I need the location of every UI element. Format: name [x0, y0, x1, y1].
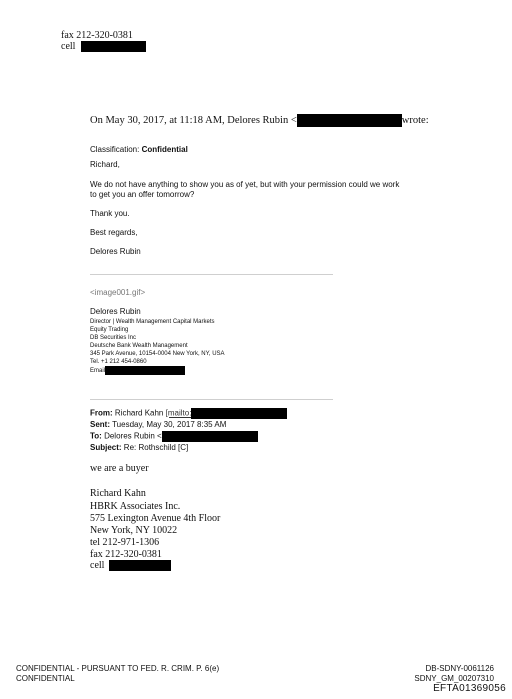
kahn-sig-cell-label: cell [90, 560, 105, 571]
redaction-block [297, 114, 402, 127]
divider [90, 399, 333, 400]
kahn-sig-address1: 575 Lexington Avenue 4th Floor [90, 513, 221, 524]
sig-email-label: Email [90, 368, 106, 375]
greeting: Richard, [90, 160, 120, 169]
subject-line [90, 443, 188, 452]
sig-title: Director | Wealth Management Capital Markets [90, 319, 215, 325]
from-line [90, 408, 287, 419]
body-line-1: We do not have anything to show you as of yet, but with your permission could we work [90, 180, 400, 189]
thanks-text: Thank you. [90, 209, 130, 218]
reply-header-prefix: On May 30, 2017, at 11:18 AM, Delores Rubin < [90, 114, 297, 126]
body-line-2: to get you an offer tomorrow? [90, 190, 195, 199]
sig-line3: DB Securities Inc [90, 335, 137, 341]
redaction-block [191, 408, 287, 419]
kahn-sig-name: Richard Kahn [90, 488, 146, 499]
kahn-sig-tel: tel 212-971-1306 [90, 537, 160, 548]
mailto-link[interactable]: [mailto: [165, 408, 192, 418]
to-value: Delores Rubin < [104, 431, 162, 441]
subject-value: Re: Rothschild [C] [123, 443, 189, 452]
kahn-sig-fax: fax 212-320-0381 [90, 549, 162, 560]
redaction-block [81, 41, 146, 52]
subject-label: Subject: [90, 443, 122, 452]
kahn-sig-address2: New York, NY 10022 [90, 525, 178, 536]
redaction-block [162, 431, 258, 442]
classification-value: Confidential [141, 145, 188, 154]
regards-text: Best regards, [90, 228, 138, 237]
sig-name: Delores Rubin [90, 307, 141, 316]
sig-email [90, 366, 185, 375]
footer-right-1: DB-SDNY-0061126 [425, 664, 494, 673]
redaction-block [109, 560, 171, 571]
redaction-block [105, 366, 185, 375]
footer-right-3: EFTA01369056 [433, 683, 506, 694]
to-label: To: [90, 431, 102, 441]
sent-label: Sent: [90, 420, 110, 429]
footer-right-2: SDNY_GM_00207310 [414, 674, 494, 683]
reply-header [90, 114, 429, 127]
kahn-sig-cell [90, 560, 171, 571]
sig-address: 345 Park Avenue, 10154-0004 New York, NY, USA [90, 351, 225, 357]
divider [90, 274, 333, 275]
sent-value: Tuesday, May 30, 2017 8:35 AM [112, 420, 227, 429]
top-cell-label: cell [61, 41, 76, 52]
image-placeholder: <image001.gif> [90, 288, 146, 297]
sent-line [90, 420, 226, 429]
to-line [90, 431, 258, 442]
kahn-sig-company: HBRK Associates Inc. [90, 501, 181, 512]
top-cell [61, 41, 146, 52]
from-label: From: [90, 408, 113, 418]
classification-label: Classification: [90, 145, 140, 154]
sig-tel: Tel. +1 212 454-0860 [90, 359, 147, 365]
classification [90, 145, 188, 154]
reply-header-suffix: wrote: [401, 114, 429, 126]
top-fax: fax 212-320-0381 [61, 30, 133, 41]
sig-line2: Equity Trading [90, 327, 129, 333]
sig-line4: Deutsche Bank Wealth Management [90, 343, 188, 349]
signoff-text: Delores Rubin [90, 247, 141, 256]
footer-left-2: CONFIDENTIAL [16, 674, 75, 683]
message2-body: we are a buyer [90, 463, 149, 474]
footer-left-1: CONFIDENTIAL - PURSUANT TO FED. R. CRIM. P. 6(e) [16, 664, 220, 673]
from-value: Richard Kahn [114, 408, 164, 418]
